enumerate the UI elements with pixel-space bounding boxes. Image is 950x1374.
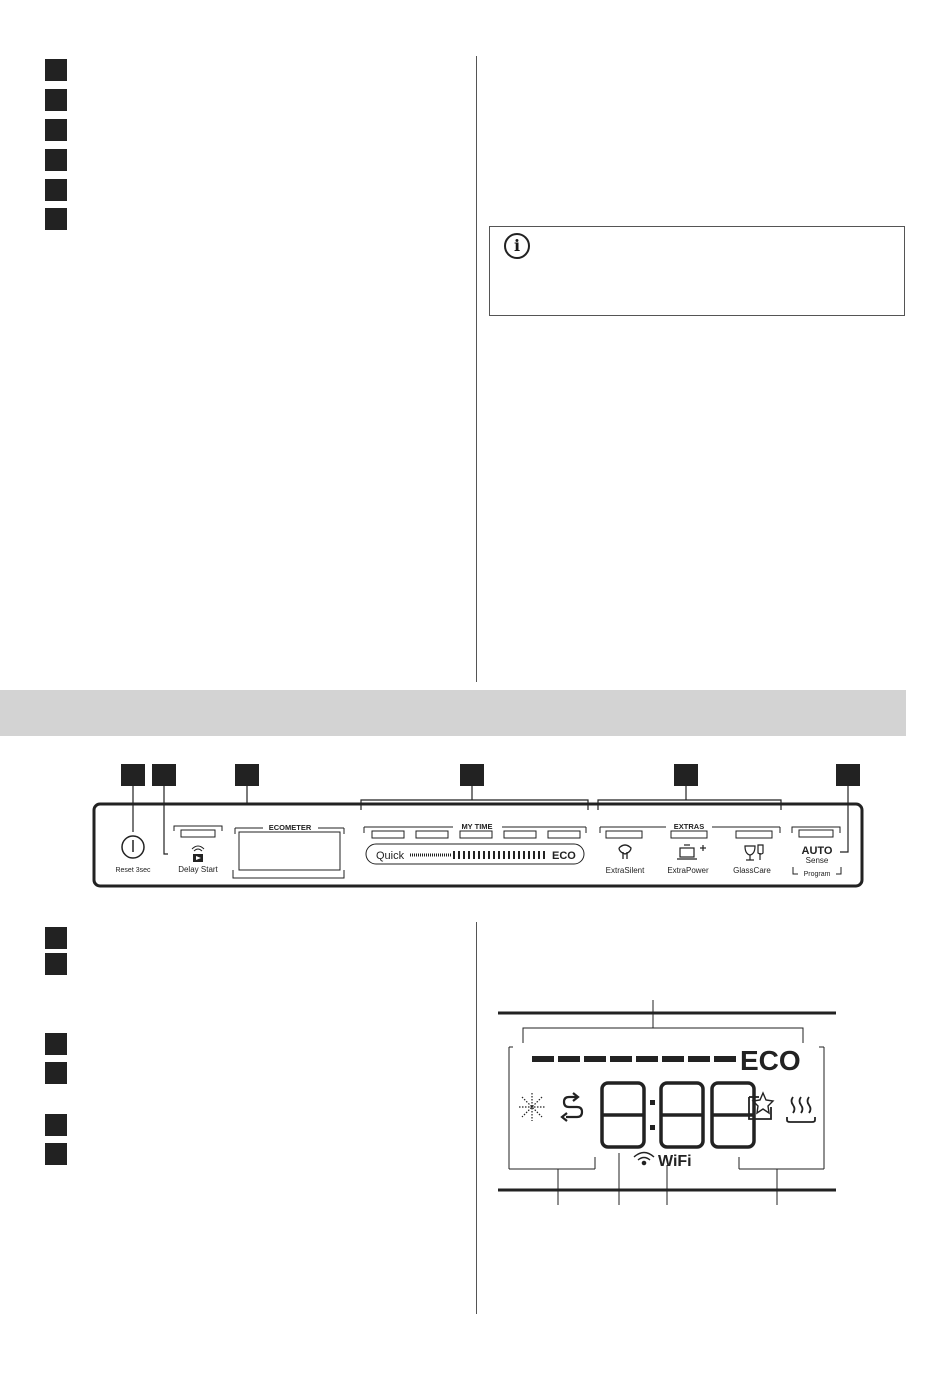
marker-1-lower: [45, 927, 67, 949]
extrapower-icon: [677, 845, 706, 859]
info-icon: i: [504, 233, 530, 259]
wifi-icon: [634, 1153, 654, 1165]
program-label: Program: [803, 871, 831, 878]
panel-marker-2: [152, 764, 176, 786]
slider-eco-label: ECO: [552, 850, 576, 862]
section-heading-band: [0, 690, 906, 736]
wifi-label: WiFi: [658, 1153, 692, 1170]
seven-segment-digits: [602, 1083, 754, 1147]
marker-2: [45, 89, 67, 111]
panel-marker-3: [235, 764, 259, 786]
control-panel-diagram: [88, 760, 878, 892]
extrasilent-icon: [619, 845, 631, 859]
panel-marker-1: [121, 764, 145, 786]
ecometer-display: [239, 832, 340, 870]
display-eco-label: ECO: [740, 1045, 801, 1076]
panel-marker-6: [836, 764, 860, 786]
marker-4-lower: [45, 1062, 67, 1084]
extras-label: EXTRAS: [673, 822, 705, 831]
sense-label: Sense: [805, 856, 829, 865]
extrasilent-label: ExtraSilent: [605, 866, 645, 875]
glasscare-label: GlassCare: [733, 866, 771, 875]
marker-6-lower: [45, 1143, 67, 1165]
reset-label: Reset 3sec: [115, 867, 151, 874]
marker-4: [45, 149, 67, 171]
display-diagram: [495, 995, 840, 1210]
marker-3-lower: [45, 1033, 67, 1055]
panel-marker-5: [674, 764, 698, 786]
marker-5-lower: [45, 1114, 67, 1136]
extrapower-label: ExtraPower: [667, 866, 709, 875]
steam-icon: [787, 1097, 815, 1122]
rinse-aid-icon: [562, 1093, 582, 1121]
delay-start-label: Delay Start: [178, 865, 218, 874]
marker-3: [45, 119, 67, 141]
auto-label: AUTO: [801, 845, 833, 857]
marker-5: [45, 179, 67, 201]
info-note-box: [489, 226, 905, 316]
snowflake-icon: [519, 1093, 545, 1121]
panel-marker-4: [460, 764, 484, 786]
marker-6: [45, 208, 67, 230]
ecometer-label: ECOMETER: [268, 823, 312, 832]
wifi-delay-icon: [192, 846, 204, 862]
mytime-label: MY TIME: [461, 822, 493, 831]
slider-quick-label: Quick: [376, 850, 405, 862]
column-divider-bottom: [476, 922, 477, 1314]
marker-1: [45, 59, 67, 81]
marker-2-lower: [45, 953, 67, 975]
column-divider-top: [476, 56, 477, 682]
glasscare-icon: [745, 845, 763, 860]
